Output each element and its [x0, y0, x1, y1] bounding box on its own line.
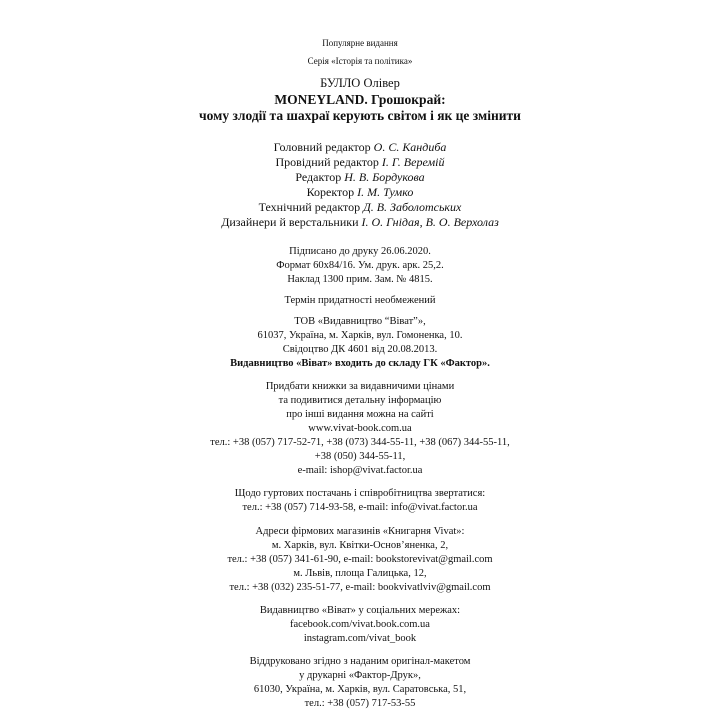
series-label: Серія «Історія та політика»	[307, 56, 413, 66]
printer-address: 61030, Україна, м. Харків, вул. Саратовська, 51,	[253, 684, 467, 695]
book-title: MONEYLAND. Грошокрай:	[274, 92, 446, 107]
publisher-address: 61037, Україна, м. Харків, вул. Гомоненка, 10.	[257, 330, 463, 341]
publisher-group: Видавництво «Віват» входить до складу ГК «Фактор».	[230, 358, 490, 369]
store-kharkiv-address: м. Харків, вул. Квітки-Основ’яненка, 2,	[271, 540, 449, 551]
publisher-name: ТОВ «Видавництво “Віват”»,	[294, 316, 426, 327]
buy-text-3: про інші видання можна на сайті	[286, 409, 434, 420]
shop-phone-extra: +38 (050) 344-55-11,	[314, 451, 406, 462]
signed-date: Підписано до друку 26.06.2020.	[289, 246, 431, 257]
store-kharkiv-contacts: тел.: +38 (057) 341-61-90, e-mail: bookstorevivat@gmail.com	[227, 554, 493, 565]
book-subtitle: чому злодії та шахраї керують світом і як це змінити	[199, 108, 521, 123]
print-format: Формат 60х84/16. Ум. друк. арк. 25,2.	[276, 260, 444, 271]
staff-name: І. О. Гнідая, В. О. Верхолаз	[361, 215, 499, 229]
staff-name: І. Г. Веремій	[381, 155, 445, 169]
staff-role: Дизайнери й верстальники	[221, 215, 359, 229]
author: БУЛЛО Олівер	[320, 76, 400, 90]
popular-edition-label: Популярне видання	[322, 38, 398, 48]
shop-phones: тел.: +38 (057) 717-52-71, +38 (073) 344-55-11, +38 (067) 344-55-11,	[210, 437, 510, 448]
shelf-life: Термін придатності необмежений	[284, 295, 436, 306]
facebook-link[interactable]: facebook.com/vivat.book.com.ua	[290, 619, 430, 630]
staff-name: І. М. Тумко	[357, 185, 414, 199]
printer-text-1: Віддруковано згідно з наданим оригінал-макетом	[249, 656, 471, 667]
printer-phone: тел.: +38 (057) 717-53-55	[304, 698, 416, 709]
staff-line	[0, 140, 720, 155]
staff-role: Коректор	[306, 185, 355, 199]
wholesale-contacts: тел.: +38 (057) 714-93-58, e-mail: info@vivat.factor.ua	[242, 502, 478, 513]
staff-line	[0, 170, 720, 185]
staff-line	[0, 185, 720, 200]
staff-name: О. С. Кандиба	[373, 140, 447, 154]
printer-text-2: у друкарні «Фактор-Друк»,	[299, 670, 421, 681]
store-lviv-contacts: тел.: +38 (032) 235-51-77, e-mail: bookvivatlviv@gmail.com	[229, 582, 491, 593]
staff-role: Технічний редактор	[258, 200, 361, 214]
store-lviv-address: м. Львів, площа Галицька, 12,	[293, 568, 427, 579]
social-heading: Видавництво «Віват» у соціальних мережах:	[259, 605, 461, 616]
staff-line	[0, 200, 720, 215]
shop-email[interactable]: e-mail: ishop@vivat.factor.ua	[297, 465, 423, 476]
website-link[interactable]: www.vivat-book.com.ua	[308, 423, 412, 434]
print-run: Наклад 1300 прим. Зам. № 4815.	[287, 274, 433, 285]
wholesale-text: Щодо гуртових постачань і співробітництва звертатися:	[234, 488, 486, 499]
buy-text-2: та подивитися детальну інформацію	[278, 395, 442, 406]
instagram-link[interactable]: instagram.com/vivat_book	[303, 633, 417, 644]
staff-line	[0, 215, 720, 230]
staff-role: Головний редактор	[273, 140, 371, 154]
staff-role: Провідний редактор	[275, 155, 379, 169]
stores-heading: Адреси фірмових магазинів «Книгарня Vivat»:	[255, 526, 465, 537]
staff-name: Н. В. Бордукова	[344, 170, 425, 184]
staff-line	[0, 155, 720, 170]
buy-text-1: Придбати книжки за видавничими цінами	[265, 381, 455, 392]
staff-role: Редактор	[295, 170, 342, 184]
staff-name: Д. В. Заболотських	[363, 200, 462, 214]
publisher-certificate: Свідоцтво ДК 4601 від 20.08.2013.	[282, 344, 438, 355]
